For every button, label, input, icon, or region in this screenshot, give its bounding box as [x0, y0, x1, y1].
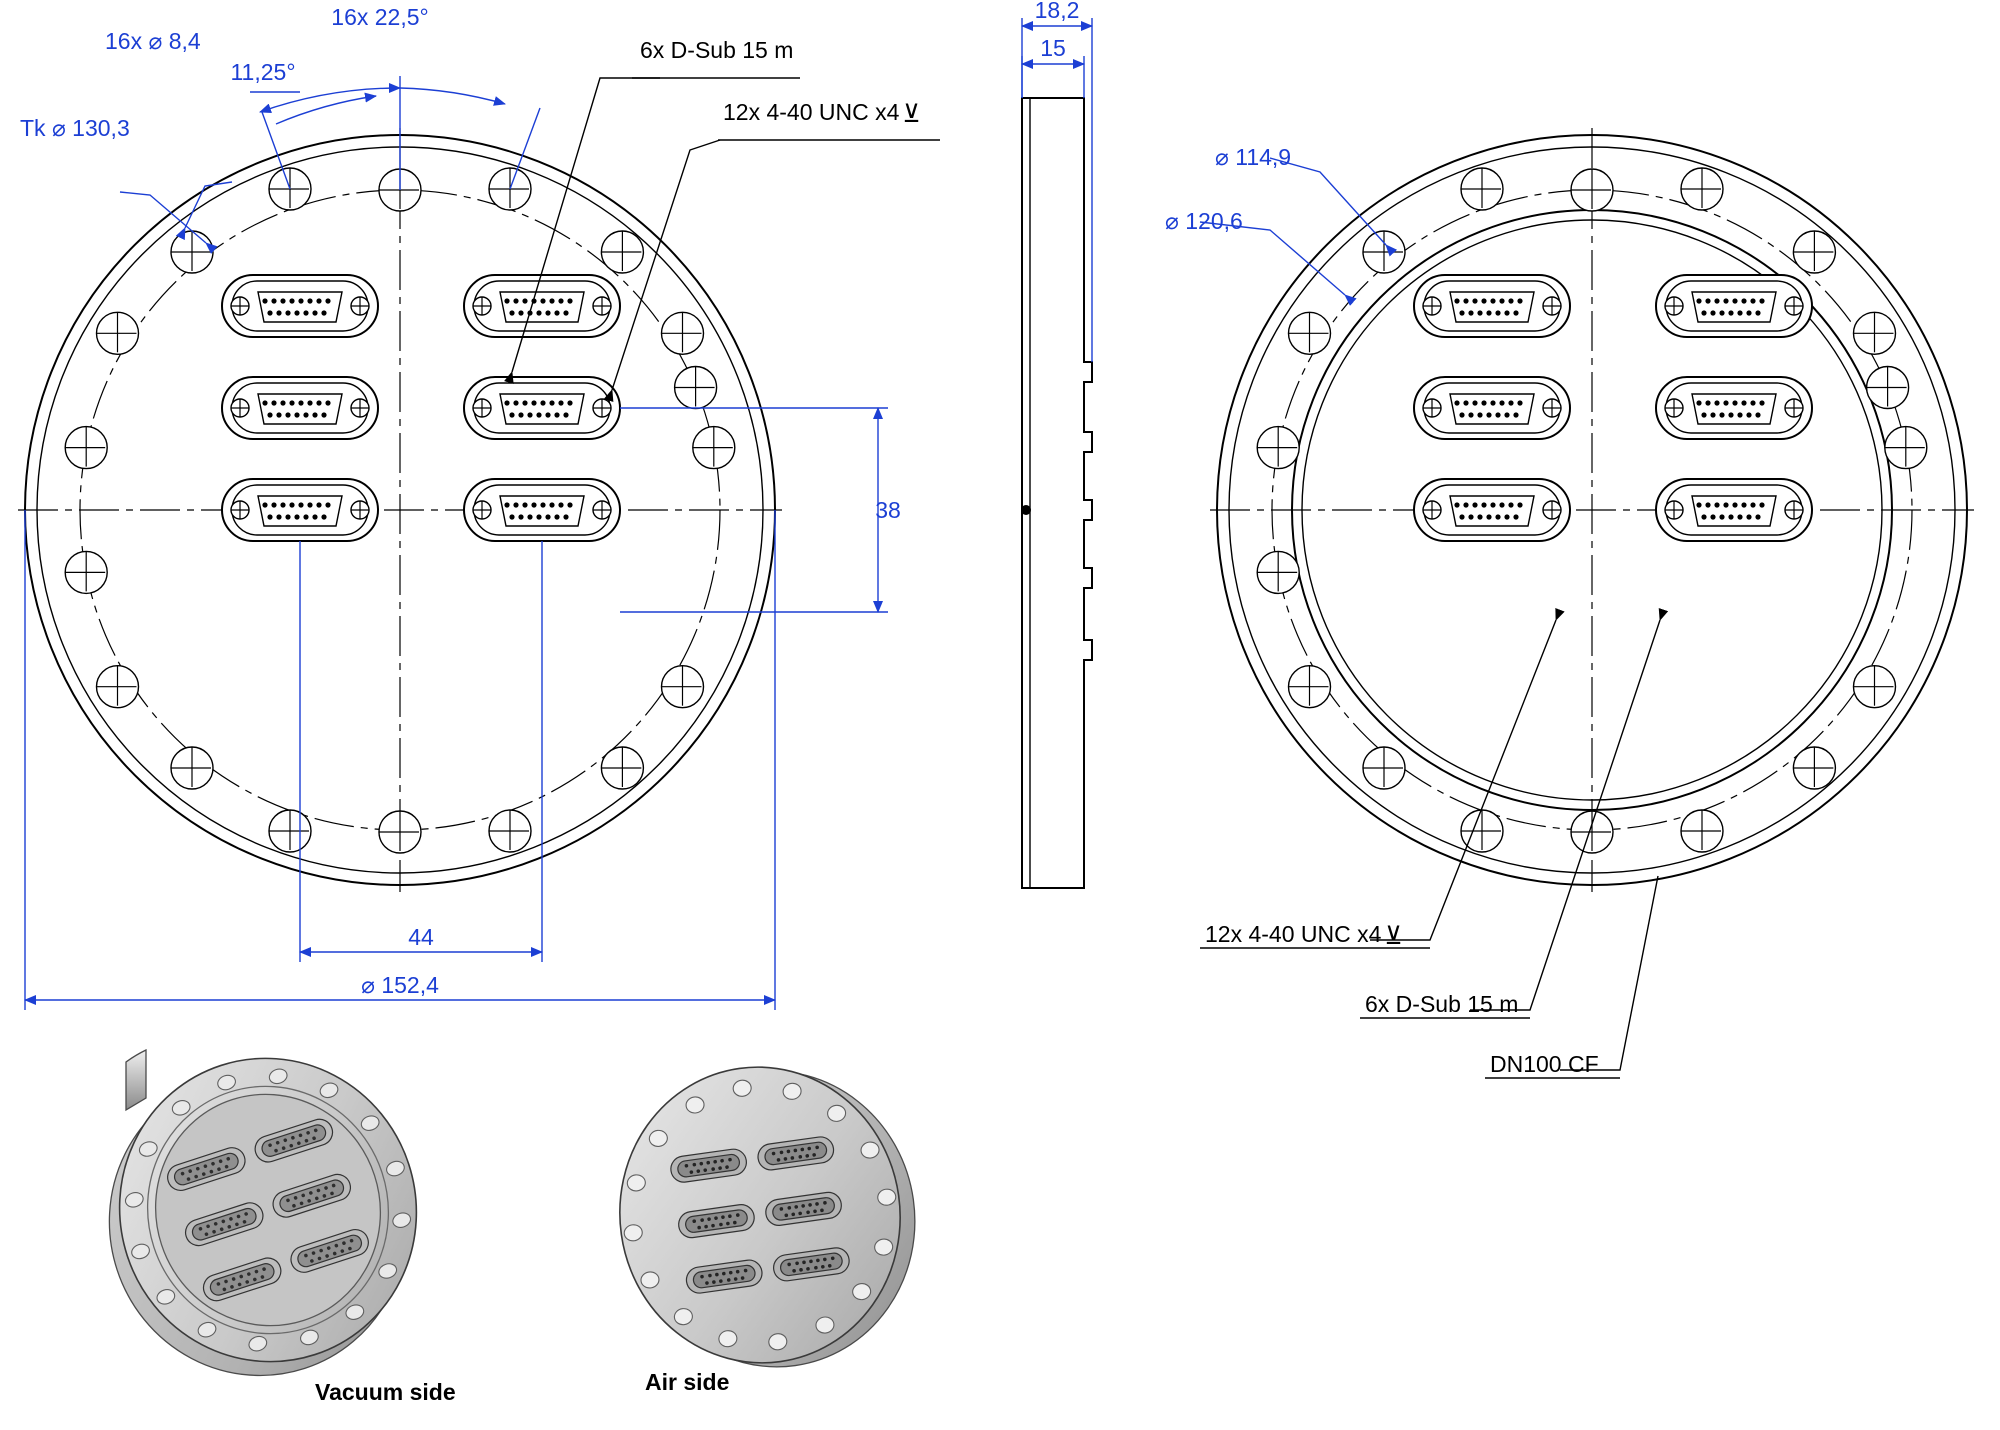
dsub-connector [464, 377, 620, 439]
side-centerline-marker [1021, 505, 1031, 515]
dsub-connector [464, 479, 620, 541]
note-text-thread-front: 12x 4-40 UNC x4 ⊻ [723, 99, 921, 128]
dsub-connector [222, 275, 378, 337]
dim-text-bolt-offset: 11,25° [230, 59, 296, 85]
dim-text-bolt-angle: 16x 22,5° [331, 4, 429, 30]
dsub-connector [1414, 377, 1570, 439]
caption-air-side: Air side [645, 1369, 730, 1395]
dim-text-outer-dia: ⌀ 152,4 [361, 972, 439, 998]
dsub-connector [222, 377, 378, 439]
caption-vacuum-side: Vacuum side [315, 1379, 456, 1405]
dsub-connector [1656, 377, 1812, 439]
note-text-dsub-front: 6x D-Sub 15 m [640, 37, 794, 63]
dim-text-inner-dia-1: ⌀ 114,9 [1215, 144, 1292, 170]
note-text-dsub-back: 6x D-Sub 15 m [1365, 991, 1519, 1017]
iso-vacuum-side [67, 1020, 459, 1414]
note-text-thread-back: 12x 4-40 UNC x4 ⊻ [1205, 921, 1403, 950]
dsub-connector [1414, 479, 1570, 541]
dim-text-bolt-circle: Tk ⌀ 130,3 [20, 115, 130, 141]
dim-text-vertical-38: 38 [875, 497, 901, 523]
leader-flange-type [1485, 876, 1658, 1078]
note-text-flange-type: DN100 CF [1490, 1051, 1599, 1077]
dsub-connector [1656, 479, 1812, 541]
iso-air-side [601, 1047, 934, 1387]
dsub-connector [222, 479, 378, 541]
dim-text-plate-thickness: 15 [1040, 35, 1066, 61]
side-view-group [1021, 18, 1092, 888]
dim-text-horizontal-44: 44 [408, 924, 434, 950]
side-plate-outline [1022, 98, 1092, 888]
dim-text-inner-dia-2: ⌀ 120,6 [1165, 208, 1243, 234]
dsub-connector [464, 275, 620, 337]
dim-text-total-thickness: 18,2 [1034, 0, 1080, 23]
dsub-connector [1656, 275, 1812, 337]
front-view-group [18, 40, 940, 1010]
dsub-connector [1414, 275, 1570, 337]
arc-11-25 [276, 96, 376, 124]
dim-text-bolt-hole-dia: 16x ⌀ 8,4 [105, 28, 201, 54]
dim-plate-thickness [1022, 56, 1084, 98]
